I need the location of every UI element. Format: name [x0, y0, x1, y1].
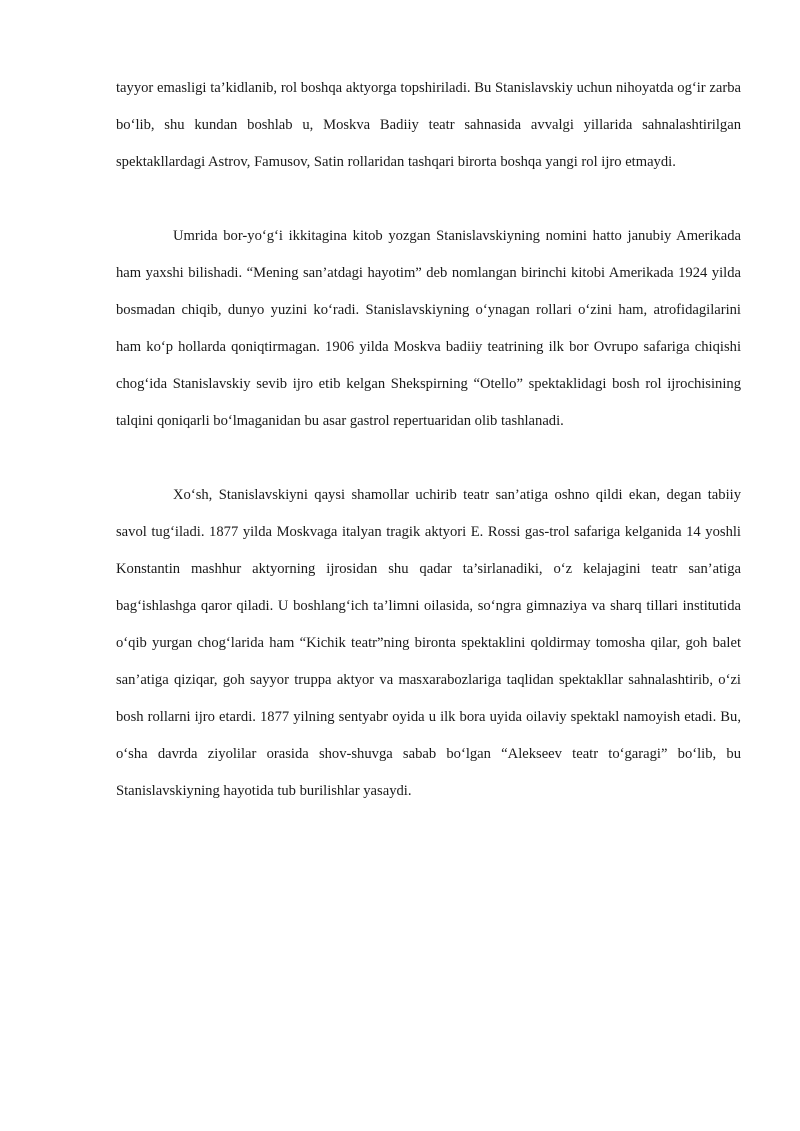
paragraph-2: Umrida bor-yo‘g‘i ikkitagina kitob yozgan Stanislavskiyning nomini hatto janubiy Amerikada ham yaxshi bilishadi. “Mening san’atdagi hayotim” deb nomlangan birinchi kitobi Amerikada 1924 yilda bosmadan chiqib, dunyo yuzini ko‘radi. Stanislavskiyning o‘ynagan rollari o‘zini ham, atrofidagilarini ham ko‘p hollarda qoniqtirmagan. 1906 yilda Moskva badiiy teatrining ilk bor Ovrupo safariga chiqishi chog‘ida Stanislavskiy sevib ijro etib kelgan Shekspirning “Otello” spektaklidagi bosh rol ijrochisining talqini qoniqarli bo‘lmaganidan bu asar gastrol repertuaridan olib tashlanadi. [116, 228, 741, 429]
paragraph-1: tayyor emasligi ta’kidlanib, rol boshqa aktyorga topshiriladi. Bu Stanislavskiy uchun nihoyatda og‘ir zarba bo‘lib, shu kundan boshlab u, Moskva Badiiy teatr sahnasida avvalgi yillarida sahnalashtirilgan spektakllardagi Astrov, Famusov, Satin rollaridan tashqari birorta boshqa yangi rol ijro etmaydi. [116, 80, 741, 170]
paragraph-3: Xo‘sh, Stanislavskiyni qaysi shamollar uchirib teatr san’atiga oshno qildi ekan, degan tabiiy savol tug‘iladi. 1877 yilda Moskvaga italyan tragik aktyori E. Rossi gas-trol safariga kelganida 14 yoshli Konstantin mashhur aktyorning ijrosidan shu qadar ta’sirlanadiki, o‘z kelajagini teatr san’atiga bag‘ishlashga qaror qiladi. U boshlang‘ich ta’limni oilasida, so‘ngra gimnaziya va sharq tillari institutida o‘qib yurgan chog‘larida ham “Kichik teatr”ning bironta spektaklini qoldirmay tomosha qilar, goh balet san’atiga qiziqar, goh sayyor truppa aktyor va masxarabozlariga taqlidan spektakllar sahnalashtirib, o‘zi bosh rollarni ijro etardi. 1877 yilning sentyabr oyida u ilk bora uyida oilaviy spektakl namoyish etadi. Bu, o‘sha davrda ziyolilar orasida shov-shuvga sabab bo‘lgan “Alekseev teatr to‘garagi” bo‘lib, bu Stanislavskiyning hayotida tub burilishlar yasaydi. [116, 487, 741, 799]
document-body [116, 70, 741, 810]
